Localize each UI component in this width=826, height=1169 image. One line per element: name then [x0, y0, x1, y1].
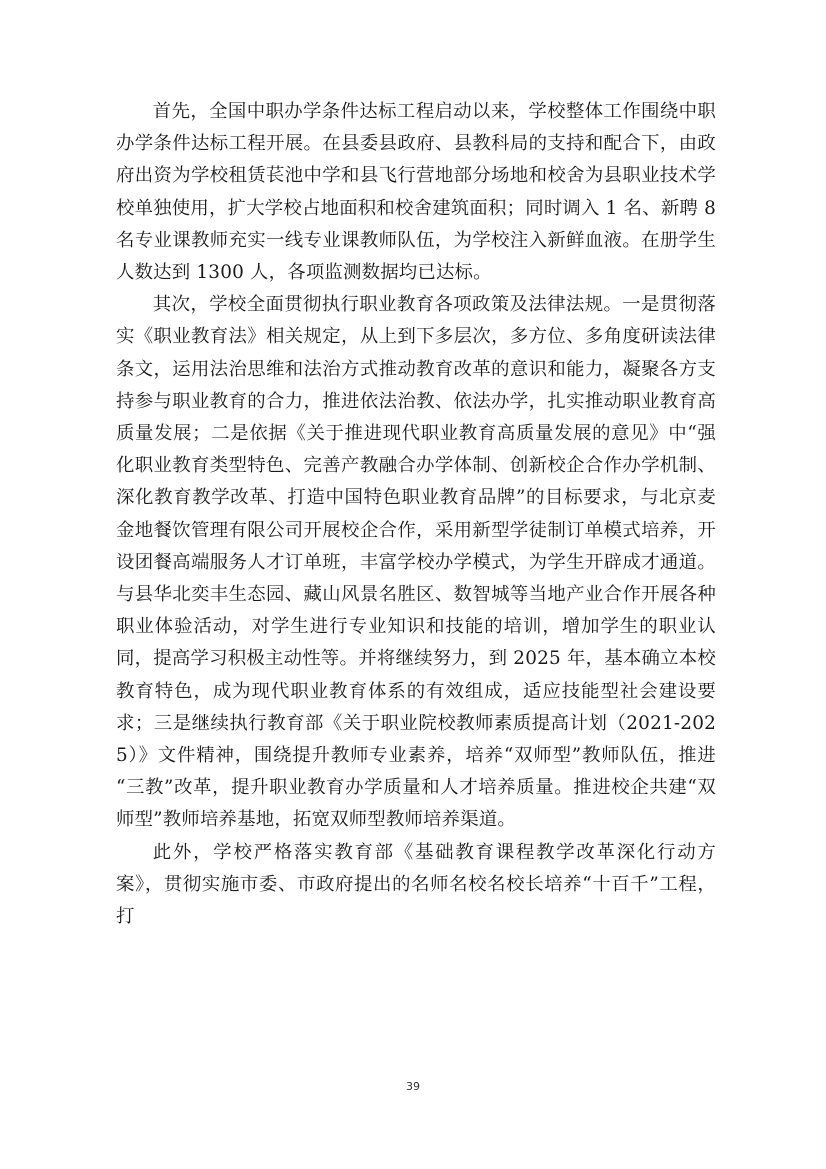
paragraph-policies: 其次，学校全面贯彻执行职业教育各项政策及法律法规。一是贯彻落实《职业教育法》相关规定，从上到下多层次，多方位、多角度研读法律条文，运用法治思维和法治方式推动教育改革的意识和能力，凝聚各方支持参与职业教育的合力，推进依法治教、依法办学，扎实推动职业教育高质量发展；二是依据《关于推进现代职业教育高质量发展的意见》中“强化职业教育类型特色、完善产教融合办学体制、创新校企合作办学机制、深化教育教学改革、打造中国特色职业教育品牌”的目标要求，与北京麦金地餐饮管理有限公司开展校企合作，采用新型学徒制订单模式培养，开设团餐高端服务人才订单班，丰富学校办学模式，为学生开辟成才通道。与县华北奕丰生态园、藏山风景名胜区、数智城等当地产业合作开展各种职业体验活动，对学生进行专业知识和技能的培训，增加学生的职业认同，提高学习积极主动性等。并将继续努力，到 2025 年，基本确立本校教育特色，成为现代职业教育体系的有效组成，适应技能型社会建设要求；三是继续执行教育部《关于职业院校教师素质提高计划（2021-2025）》文件精神，围绕提升教师专业素养，培养“双师型”教师队伍，推进 “三教”改革，提升职业教育办学质量和人才培养质量。推进校企共建“双师型”教师培养基地，拓宽双师型教师培养渠道。: [116, 294, 716, 831]
paragraph-facilities: 首先，全国中职办学条件达标工程启动以来，学校整体工作围绕中职办学条件达标工程开展。在县委县政府、县教科局的支持和配合下，由政府出资为学校租赁苌池中学和县飞行营地部分场地和校舍为县职业技术学校单独使用，扩大学校占地面积和校舍建筑面积；同时调入 1 名、新聘 8 名专业课教师充实一线专业课教师队伍，为学校注入新鲜血液。在册学生人数达到 1300 人，各项监测数据均已达标。: [116, 101, 716, 284]
paragraph-curriculum-reform: 此外，学校严格落实教育部《基础教育课程教学改革深化行动方案》，贯彻实施市委、市政府提出的名师名校名校长培养“十百千”工程，打: [116, 841, 716, 928]
document-body: [116, 96, 716, 933]
page-number: 39: [406, 1080, 420, 1093]
